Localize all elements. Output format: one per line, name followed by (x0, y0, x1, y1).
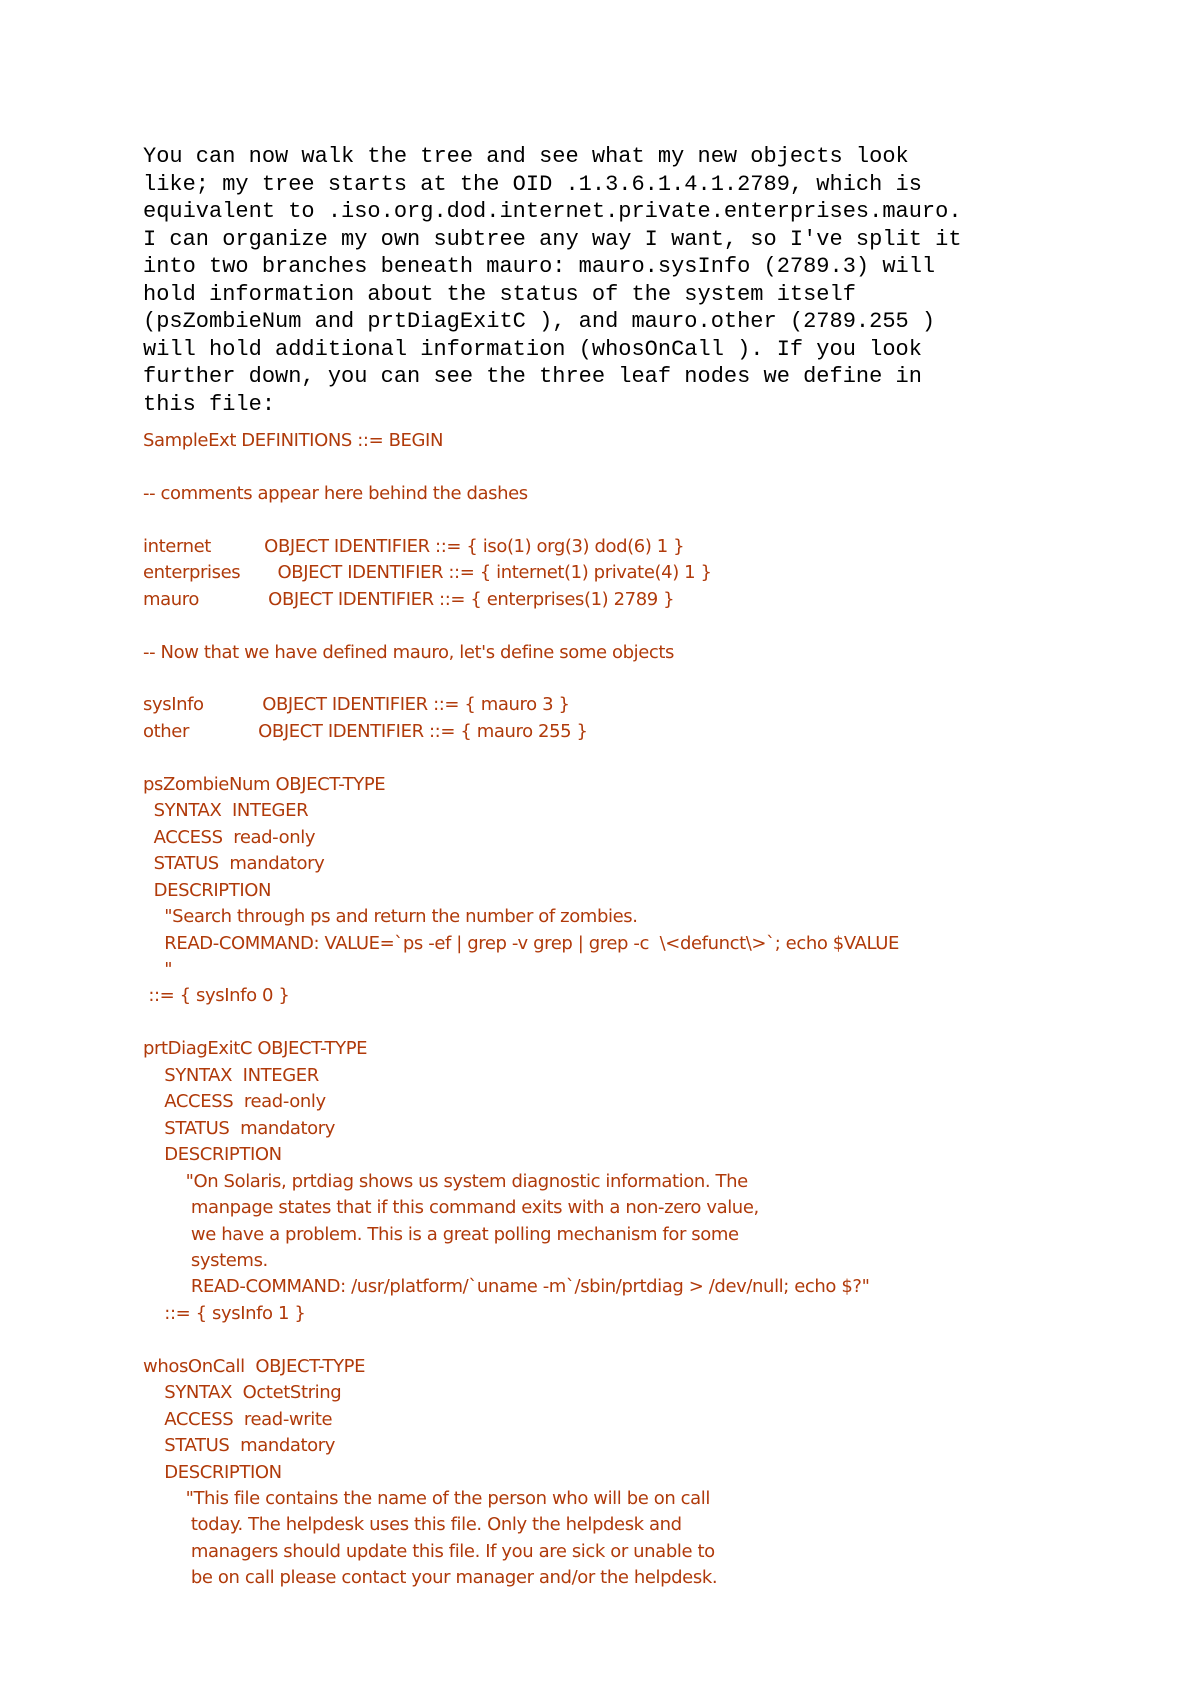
intro-line: this file: (143, 391, 276, 417)
code-line: manpage states that if this command exits with a non-zero value, (143, 1197, 759, 1219)
code-line: be on call please contact your manager and/or the helpdesk. (143, 1567, 718, 1589)
code-line: internet OBJECT IDENTIFIER ::= { iso(1) org(3) dod(6) 1 } (143, 535, 685, 557)
code-line: SYNTAX INTEGER (143, 800, 309, 822)
code-line: systems. (143, 1249, 268, 1271)
code-comment-line: -- Now that we have defined mauro, let's define some objects (143, 641, 675, 663)
code-line (143, 666, 1143, 692)
code-line: today. The helpdesk uses this file. Only the helpdesk and (143, 1514, 682, 1536)
code-line: other OBJECT IDENTIFIER ::= { mauro 255 } (143, 720, 588, 742)
intro-line: hold information about the status of the system itself (143, 281, 856, 307)
intro-line: equivalent to .iso.org.dod.internet.private.enterprises.mauro. (143, 199, 962, 224)
code-line (143, 1010, 1143, 1036)
code-line: ACCESS read-write (143, 1408, 333, 1430)
code-line: READ-COMMAND: VALUE=`ps -ef | grep -v grep | grep -c \<defunct\>`; echo $VALUE (143, 932, 900, 954)
intro-line: You can now walk the tree and see what my new objects look (143, 144, 909, 169)
intro-line: like; my tree starts at the OID .1.3.6.1.4.1.2789, which is (143, 171, 922, 197)
code-line: "Search through ps and return the number of zombies. (143, 906, 638, 928)
code-line: DESCRIPTION (143, 879, 272, 901)
code-line: DESCRIPTION (143, 1461, 282, 1483)
code-line (143, 1327, 1143, 1353)
code-line: STATUS mandatory (143, 1435, 336, 1457)
code-line: SYNTAX OctetString (143, 1382, 342, 1404)
code-line: we have a problem. This is a great polling mechanism for some (143, 1223, 739, 1245)
intro-line: will hold additional information (whosOnCall ). If you look (143, 336, 922, 362)
intro-line: further down, you can see the three leaf nodes we define in (143, 364, 922, 389)
code-comment-line: -- comments appear here behind the dashes (143, 482, 528, 504)
mib-code-listing (143, 428, 1143, 1592)
code-line: READ-COMMAND: /usr/platform/`uname -m`/sbin/prtdiag > /dev/null; echo $?" (143, 1276, 870, 1298)
code-line: SYNTAX INTEGER (143, 1064, 319, 1086)
code-line: psZombieNum OBJECT-TYPE (143, 773, 386, 795)
code-line: managers should update this file. If you are sick or unable to (143, 1540, 715, 1562)
code-line: SampleExt DEFINITIONS ::= BEGIN (143, 430, 444, 451)
code-line: prtDiagExitC OBJECT-TYPE (143, 1038, 368, 1060)
code-line: ACCESS read-only (143, 1091, 326, 1113)
intro-line: into two branches beneath mauro: mauro.sysInfo (2789.3) will (143, 254, 936, 279)
code-line: " (143, 958, 173, 980)
code-line: DESCRIPTION (143, 1144, 282, 1166)
code-line: ACCESS read-only (143, 826, 316, 848)
code-line (143, 745, 1143, 771)
code-line (143, 507, 1143, 533)
code-line: "On Solaris, prtdiag shows us system diagnostic information. The (143, 1170, 748, 1192)
code-line: ::= { sysInfo 1 } (143, 1302, 306, 1324)
code-line (143, 454, 1143, 480)
code-line: STATUS mandatory (143, 853, 325, 875)
code-line (143, 613, 1143, 639)
intro-line: I can organize my own subtree any way I want, so I've split it (143, 226, 962, 252)
intro-paragraph (143, 143, 1143, 418)
intro-line: (psZombieNum and prtDiagExitC ), and mauro.other (2789.255 ) (143, 309, 936, 334)
code-line: mauro OBJECT IDENTIFIER ::= { enterprises(1) 2789 } (143, 588, 675, 610)
code-line: whosOnCall OBJECT-TYPE (143, 1355, 366, 1377)
code-line: enterprises OBJECT IDENTIFIER ::= { internet(1) private(4) 1 } (143, 562, 712, 584)
code-line: STATUS mandatory (143, 1117, 336, 1139)
code-line: ::= { sysInfo 0 } (143, 985, 290, 1007)
code-line: "This file contains the name of the person who will be on call (143, 1488, 710, 1510)
code-line: sysInfo OBJECT IDENTIFIER ::= { mauro 3 } (143, 694, 570, 716)
